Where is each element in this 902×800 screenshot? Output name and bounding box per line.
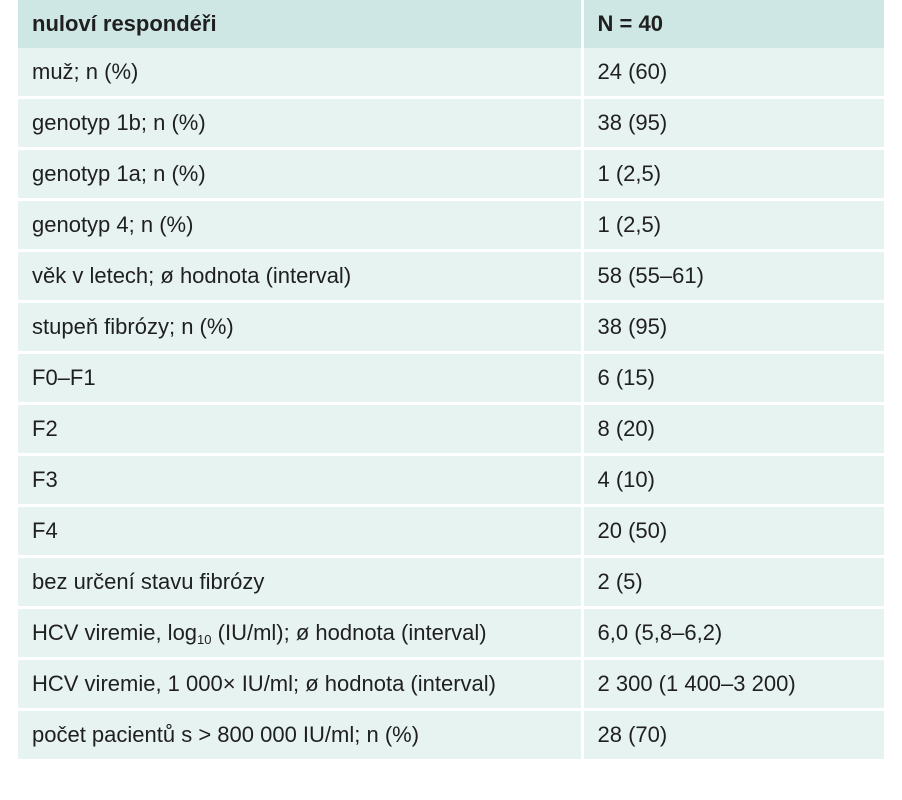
row-value: 1 (2,5) xyxy=(582,149,884,200)
table-row xyxy=(18,404,884,455)
row-label: stupeň fibrózy; n (%) xyxy=(18,302,582,353)
row-value: 8 (20) xyxy=(582,404,884,455)
row-label-suffix: (IU/ml); ø hodnota (interval) xyxy=(211,620,487,645)
table-row xyxy=(18,506,884,557)
row-label: bez určení stavu fibrózy xyxy=(18,557,582,608)
header-label-column: nuloví respondéři xyxy=(18,0,582,48)
row-label: věk v letech; ø hodnota (interval) xyxy=(18,251,582,302)
row-label-prefix: HCV viremie, log xyxy=(32,620,198,645)
row-value: 6,0 (5,8–6,2) xyxy=(582,608,884,659)
row-value: 4 (10) xyxy=(582,455,884,506)
row-label: počet pacientů s > 800 000 IU/ml; n (%) xyxy=(18,710,582,760)
row-value: 28 (70) xyxy=(582,710,884,760)
table-row xyxy=(18,149,884,200)
table-row xyxy=(18,200,884,251)
row-value: 24 (60) xyxy=(582,48,884,98)
row-label: F3 xyxy=(18,455,582,506)
row-label: HCV viremie, 1 000× IU/ml; ø hodnota (interval) xyxy=(18,659,582,710)
table-row xyxy=(18,455,884,506)
table-header-row xyxy=(18,0,884,48)
row-label: F2 xyxy=(18,404,582,455)
row-label: F0–F1 xyxy=(18,353,582,404)
table-row xyxy=(18,251,884,302)
row-label: genotyp 1b; n (%) xyxy=(18,98,582,149)
table-row xyxy=(18,608,884,659)
row-value: 6 (15) xyxy=(582,353,884,404)
table-row xyxy=(18,557,884,608)
row-label xyxy=(18,608,582,659)
row-label: genotyp 1a; n (%) xyxy=(18,149,582,200)
table-row xyxy=(18,710,884,760)
data-table-container xyxy=(18,0,884,759)
row-label: F4 xyxy=(18,506,582,557)
row-value: 1 (2,5) xyxy=(582,200,884,251)
row-label: genotyp 4; n (%) xyxy=(18,200,582,251)
data-table xyxy=(18,0,884,759)
row-label-subscript: 10 xyxy=(197,632,212,647)
table-row xyxy=(18,353,884,404)
row-label: muž; n (%) xyxy=(18,48,582,98)
table-row xyxy=(18,98,884,149)
header-value-column: N = 40 xyxy=(582,0,884,48)
row-value: 2 300 (1 400–3 200) xyxy=(582,659,884,710)
table-row xyxy=(18,659,884,710)
table-row xyxy=(18,48,884,98)
row-value: 2 (5) xyxy=(582,557,884,608)
row-value: 38 (95) xyxy=(582,302,884,353)
table-row xyxy=(18,302,884,353)
row-value: 20 (50) xyxy=(582,506,884,557)
row-value: 58 (55–61) xyxy=(582,251,884,302)
row-value: 38 (95) xyxy=(582,98,884,149)
